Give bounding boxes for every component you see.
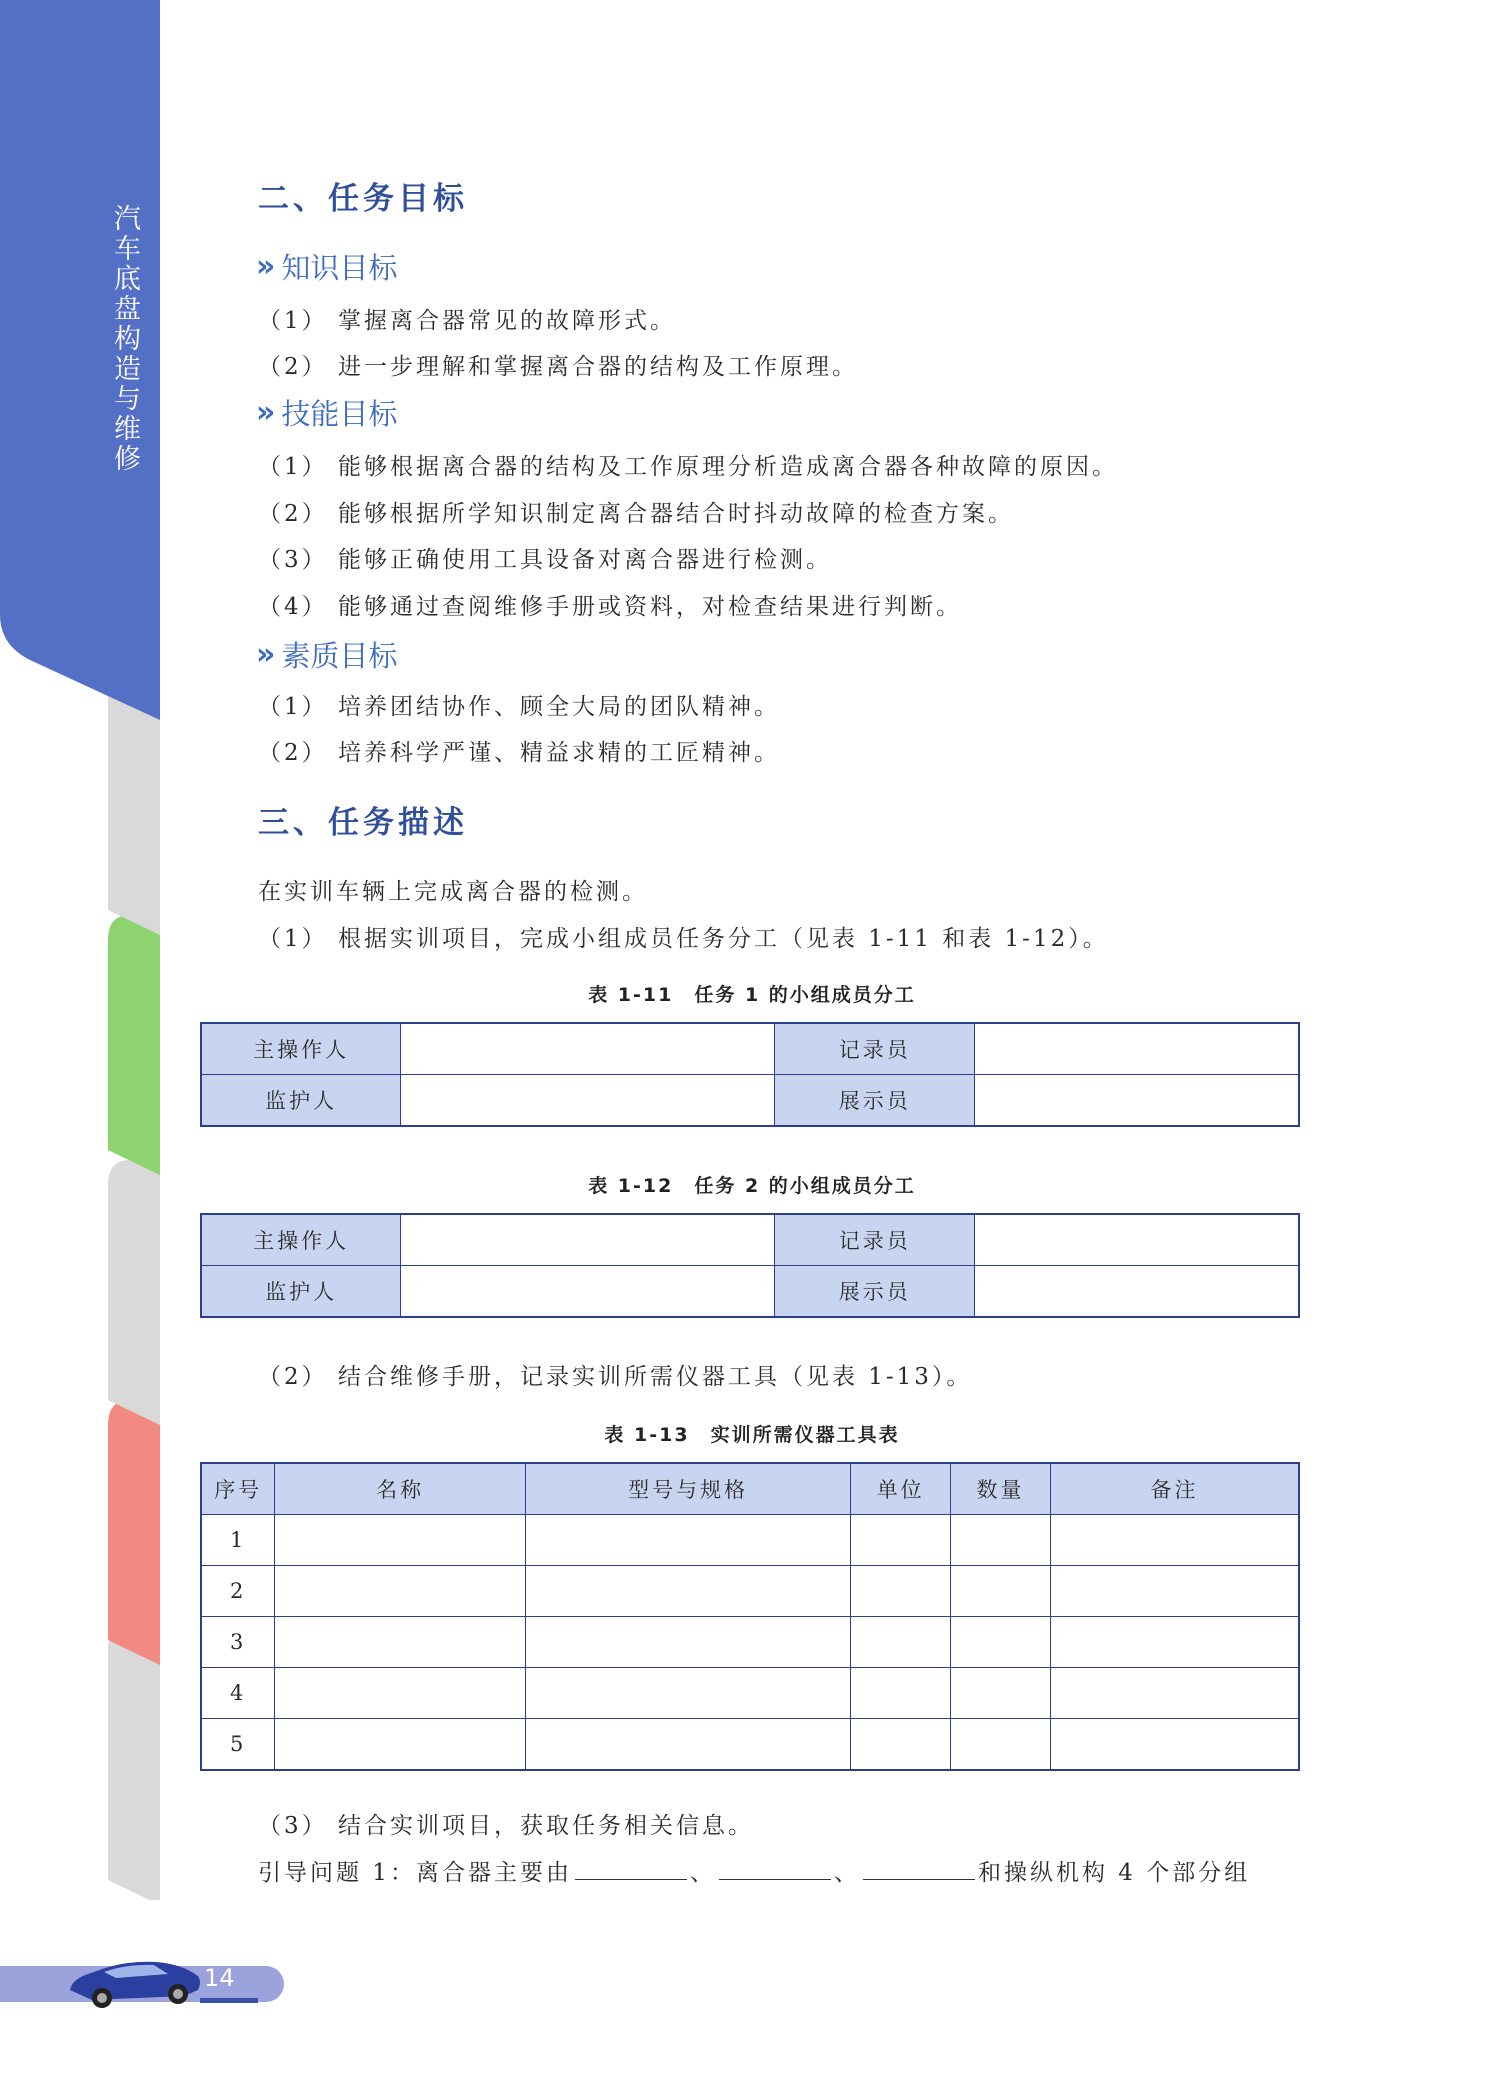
row-number: 4 xyxy=(201,1668,275,1719)
table-cell[interactable] xyxy=(275,1719,526,1771)
page-number: 14 xyxy=(204,1964,235,1992)
role-input-cell[interactable] xyxy=(401,1266,775,1318)
subheading-quality-label: 素质目标 xyxy=(281,639,398,673)
tab-gray-3 xyxy=(108,1160,160,1425)
knowledge-item: （1） 掌握离合器常见的故障形式。 xyxy=(258,308,676,334)
skill-item: （2） 能够根据所学知识制定离合器结合时抖动故障的检查方案。 xyxy=(258,501,1014,527)
column-header: 备注 xyxy=(1050,1463,1299,1515)
skill-item: （3） 能够正确使用工具设备对离合器进行检测。 xyxy=(258,547,832,573)
double-chevron-icon: » xyxy=(256,395,270,430)
table-row xyxy=(201,1719,1299,1771)
role-input-cell[interactable] xyxy=(975,1214,1299,1266)
table-row xyxy=(201,1668,1299,1719)
table-cell[interactable] xyxy=(525,1617,850,1668)
table-cell[interactable] xyxy=(525,1515,850,1566)
guiding-question-1 xyxy=(258,1854,1250,1887)
table-cell[interactable] xyxy=(951,1719,1051,1771)
table-header-row xyxy=(201,1463,1299,1515)
table-caption-1-13: 表 1-13 实训所需仪器工具表 xyxy=(604,1424,900,1446)
table-row xyxy=(201,1023,1299,1075)
knowledge-item: （2） 进一步理解和掌握离合器的结构及工作原理。 xyxy=(258,354,858,380)
task-step-2: （2） 结合维修手册，记录实训所需仪器工具（见表 1-13）。 xyxy=(258,1364,973,1390)
role-input-cell[interactable] xyxy=(401,1214,775,1266)
table-cell[interactable] xyxy=(1050,1566,1299,1617)
separator: 、 xyxy=(689,1860,716,1886)
table-1-13 xyxy=(200,1462,1300,1771)
table-cell[interactable] xyxy=(851,1668,951,1719)
role-input-cell[interactable] xyxy=(975,1266,1299,1318)
double-chevron-icon: » xyxy=(256,637,270,672)
table-cell[interactable] xyxy=(275,1668,526,1719)
subheading-knowledge xyxy=(256,246,397,287)
row-number: 2 xyxy=(201,1566,275,1617)
subheading-skill xyxy=(256,392,397,433)
section-heading-objectives: 二、任务目标 xyxy=(258,181,468,217)
tab-gray-1 xyxy=(108,690,160,935)
table-cell[interactable] xyxy=(851,1515,951,1566)
table-row xyxy=(201,1266,1299,1318)
table-cell[interactable] xyxy=(525,1719,850,1771)
column-header: 单位 xyxy=(851,1463,951,1515)
role-input-cell[interactable] xyxy=(401,1023,775,1075)
task-step-3: （3） 结合实训项目，获取任务相关信息。 xyxy=(258,1813,754,1839)
table-cell[interactable] xyxy=(951,1668,1051,1719)
column-header: 序号 xyxy=(201,1463,275,1515)
role-input-cell[interactable] xyxy=(975,1023,1299,1075)
table-cell[interactable] xyxy=(851,1719,951,1771)
car-icon xyxy=(64,1950,204,2012)
table-row xyxy=(201,1566,1299,1617)
question-suffix: 和操纵机构 4 个部分组 xyxy=(977,1860,1251,1886)
column-header: 数量 xyxy=(951,1463,1051,1515)
skill-item: （4） 能够通过查阅维修手册或资料，对检查结果进行判断。 xyxy=(258,594,962,620)
quality-item: （1） 培养团结协作、顾全大局的团队精神。 xyxy=(258,694,780,720)
row-number: 5 xyxy=(201,1719,275,1771)
table-row xyxy=(201,1214,1299,1266)
role-label: 展示员 xyxy=(775,1266,975,1318)
table-1-12 xyxy=(200,1213,1300,1318)
page-number-underline xyxy=(200,1998,258,2003)
row-number: 1 xyxy=(201,1515,275,1566)
table-cell[interactable] xyxy=(851,1617,951,1668)
table-cell[interactable] xyxy=(951,1617,1051,1668)
role-input-cell[interactable] xyxy=(401,1075,775,1127)
role-label: 展示员 xyxy=(775,1075,975,1127)
subheading-quality xyxy=(256,634,397,675)
table-cell[interactable] xyxy=(1050,1515,1299,1566)
book-title-vertical: 汽车底盘构造与维修 xyxy=(114,204,142,475)
role-input-cell[interactable] xyxy=(975,1075,1299,1127)
table-row xyxy=(201,1075,1299,1127)
table-cell[interactable] xyxy=(525,1668,850,1719)
separator: 、 xyxy=(833,1860,860,1886)
table-cell[interactable] xyxy=(275,1515,526,1566)
column-header: 型号与规格 xyxy=(525,1463,850,1515)
subheading-knowledge-label: 知识目标 xyxy=(281,251,398,285)
table-1-11 xyxy=(200,1022,1300,1127)
tab-gray-5 xyxy=(108,1640,160,1900)
subheading-skill-label: 技能目标 xyxy=(281,397,398,431)
table-cell[interactable] xyxy=(275,1617,526,1668)
question-prefix: 引导问题 1：离合器主要由 xyxy=(258,1860,572,1886)
column-header: 名称 xyxy=(275,1463,526,1515)
table-cell[interactable] xyxy=(1050,1668,1299,1719)
answer-blank[interactable] xyxy=(719,1857,831,1880)
role-label: 记录员 xyxy=(775,1214,975,1266)
table-cell[interactable] xyxy=(275,1566,526,1617)
answer-blank[interactable] xyxy=(863,1857,975,1880)
table-cell[interactable] xyxy=(951,1515,1051,1566)
table-caption-1-11: 表 1-11 任务 1 的小组成员分工 xyxy=(588,984,916,1006)
double-chevron-icon: » xyxy=(256,249,270,284)
role-label: 监护人 xyxy=(201,1266,401,1318)
row-number: 3 xyxy=(201,1617,275,1668)
task-intro: 在实训车辆上完成离合器的检测。 xyxy=(258,879,648,905)
table-cell[interactable] xyxy=(1050,1617,1299,1668)
role-label: 主操作人 xyxy=(201,1214,401,1266)
table-cell[interactable] xyxy=(851,1566,951,1617)
task-step-1: （1） 根据实训项目，完成小组成员任务分工（见表 1-11 和表 1-12）。 xyxy=(258,926,1109,952)
table-row xyxy=(201,1617,1299,1668)
section-heading-description: 三、任务描述 xyxy=(258,805,468,841)
table-caption-1-12: 表 1-12 任务 2 的小组成员分工 xyxy=(588,1175,916,1197)
answer-blank[interactable] xyxy=(575,1857,687,1880)
table-cell[interactable] xyxy=(525,1566,850,1617)
role-label: 记录员 xyxy=(775,1023,975,1075)
tab-green xyxy=(108,915,160,1175)
skill-item: （1） 能够根据离合器的结构及工作原理分析造成离合器各种故障的原因。 xyxy=(258,454,1118,480)
table-cell[interactable] xyxy=(951,1566,1051,1617)
quality-item: （2） 培养科学严谨、精益求精的工匠精神。 xyxy=(258,740,780,766)
role-label: 监护人 xyxy=(201,1075,401,1127)
role-label: 主操作人 xyxy=(201,1023,401,1075)
table-cell[interactable] xyxy=(1050,1719,1299,1771)
table-row xyxy=(201,1515,1299,1566)
